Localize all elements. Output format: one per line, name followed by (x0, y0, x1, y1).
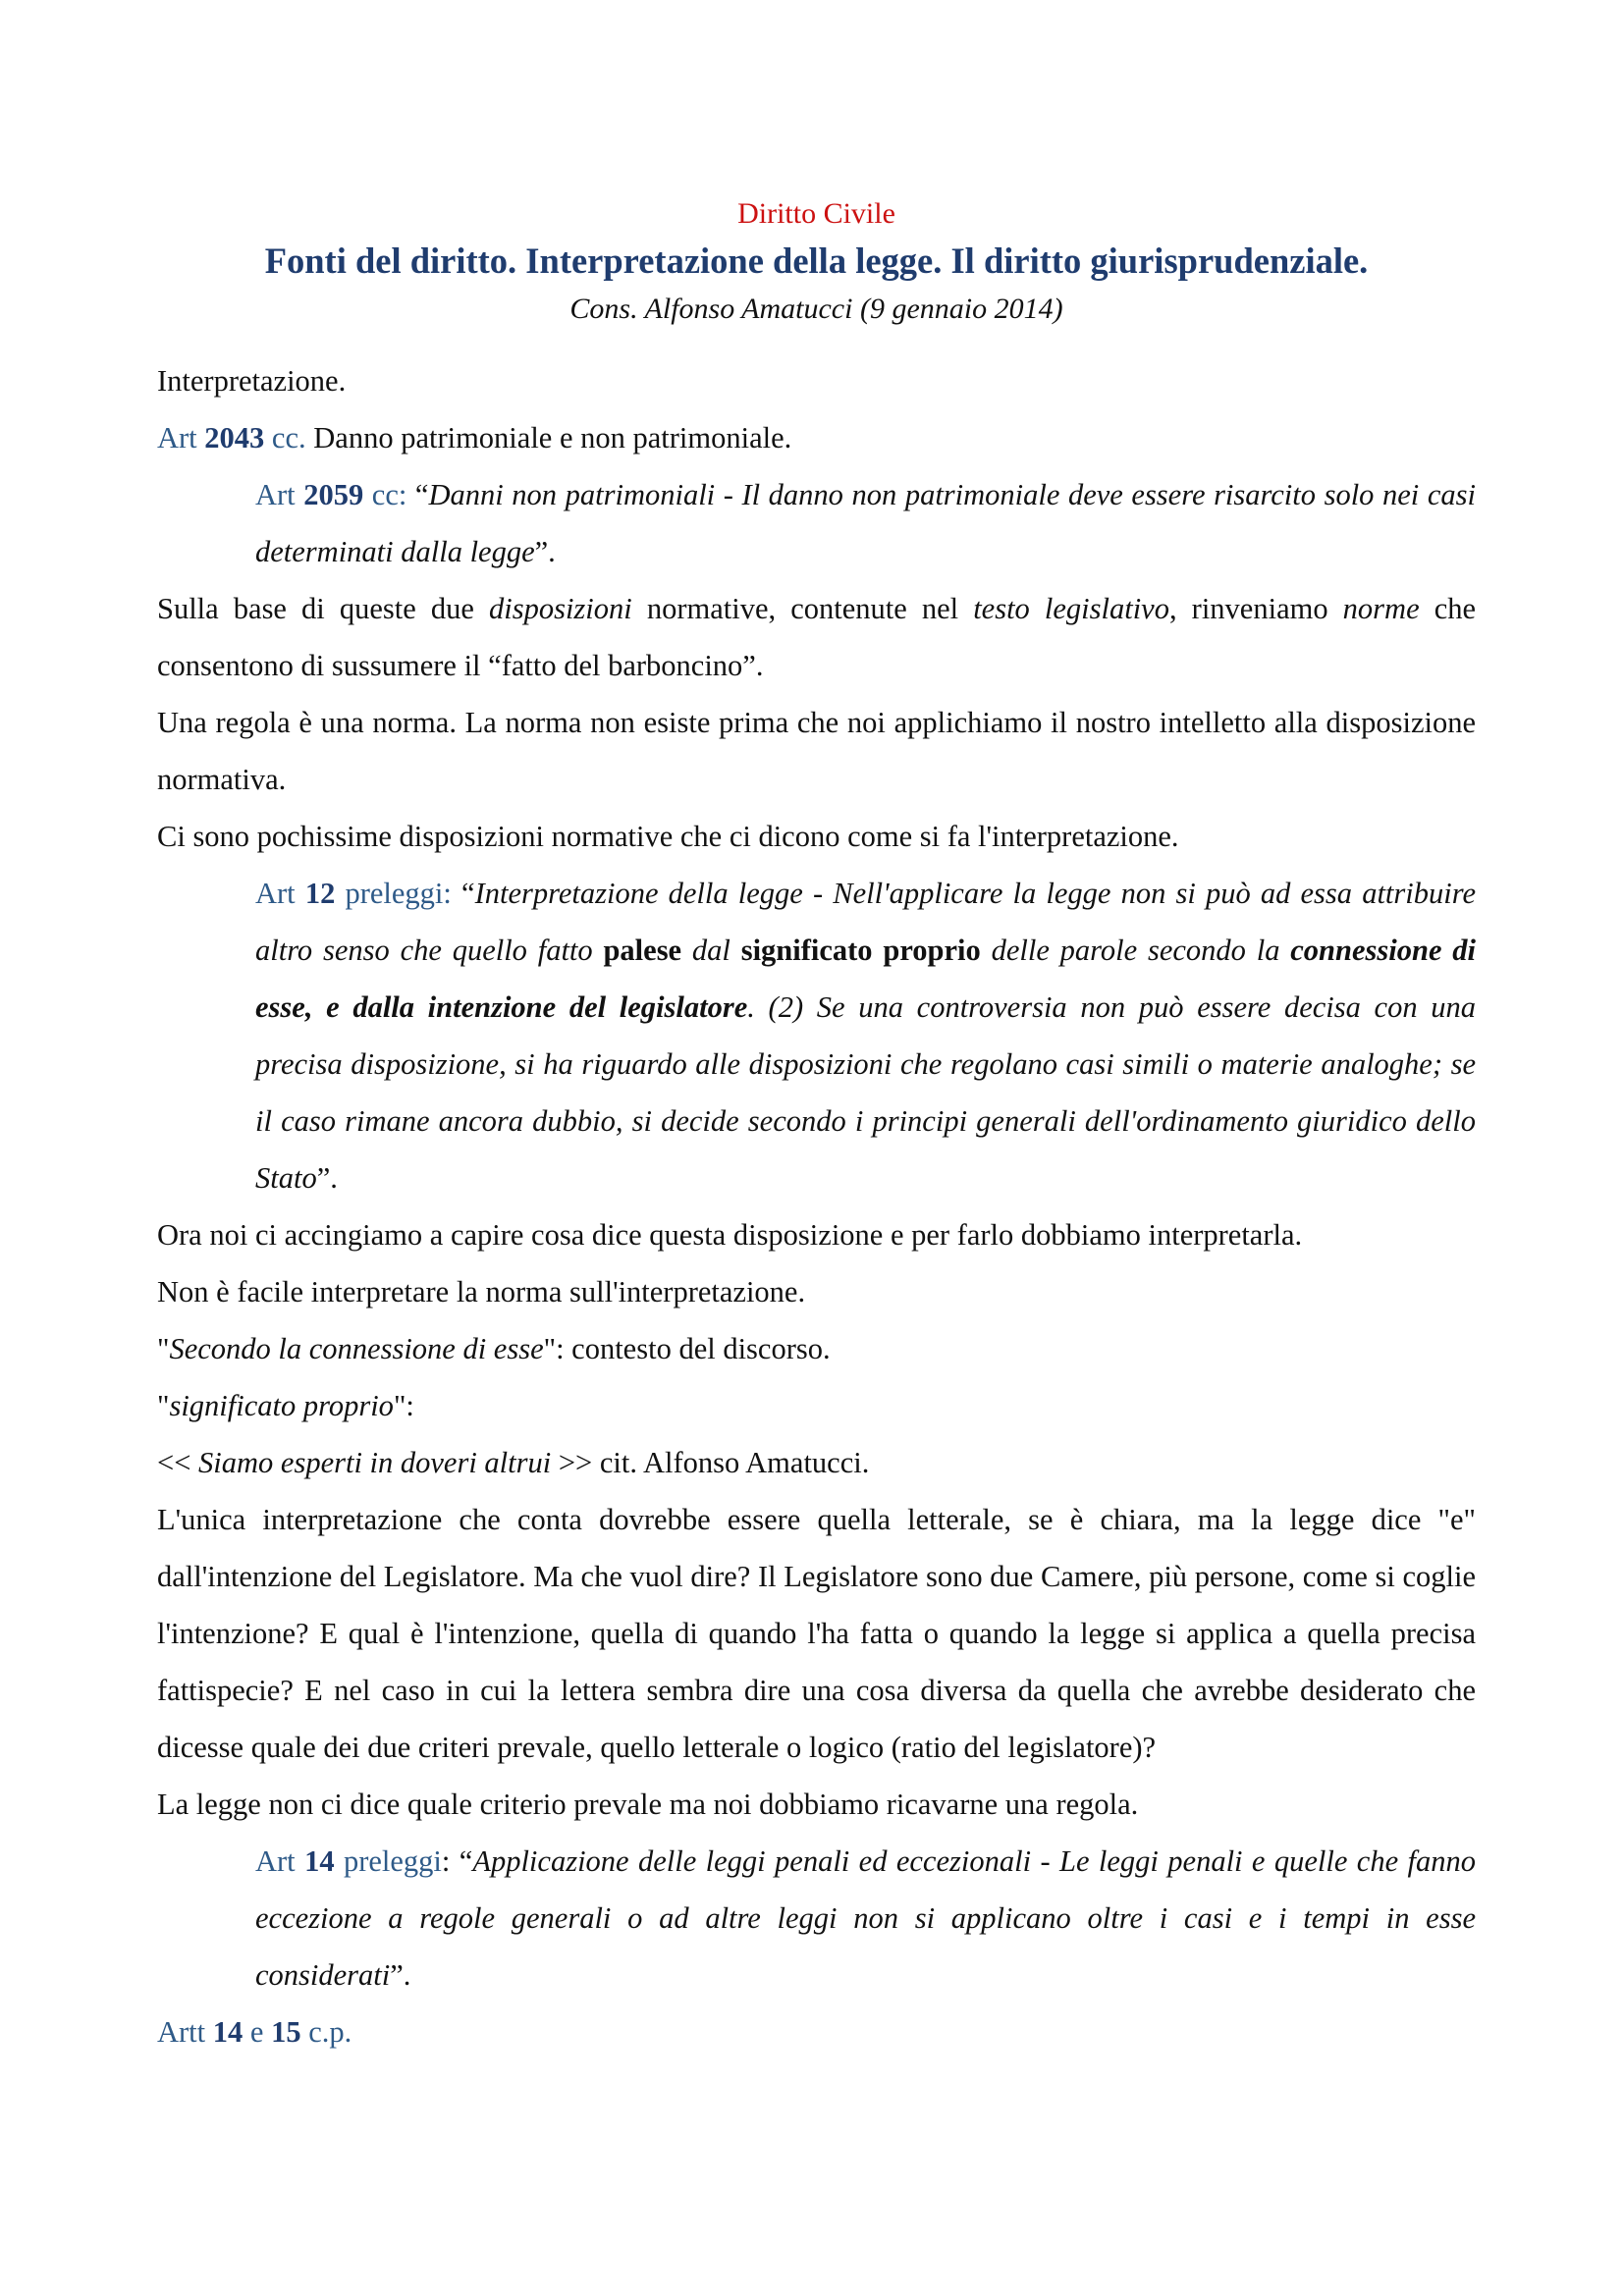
article-reference: Art 12 preleggi: (255, 877, 452, 910)
document-subject: Diritto Civile (737, 197, 895, 230)
paragraph-regola: Una regola è una norma. La norma non esiste prima che noi applichiamo il nostro intelletto alla disposizione normativa. (157, 706, 1476, 796)
paragraph-citazione: << Siamo esperti in doveri altrui >> cit. Alfonso Amatucci. (157, 1446, 870, 1479)
quote-art-14-preleggi: Art 14 preleggi: “Applicazione delle leggi penali ed eccezionali - Le leggi penali e quelle che fanno eccezione a regole generali o ad altre leggi non si applicano oltre i casi e i tempi in esse considerati”. (255, 1844, 1476, 1992)
article-reference: Art 2043 cc. (157, 421, 306, 454)
paragraph-art-2043: Art 2043 cc. Danno patrimoniale e non patrimoniale. (157, 421, 792, 454)
paragraph-disposizioni: Sulla base di queste due disposizioni normative, contenute nel testo legislativo, rinveniamo norme che consentono di sussumere il “fatto del barboncino”. (157, 592, 1477, 682)
paragraph-non-facile: Non è facile interpretare la norma sull'interpretazione. (157, 1275, 806, 1308)
paragraph-connessione: "Secondo la connessione di esse": contesto del discorso. (157, 1332, 831, 1365)
paragraph-criterio: La legge non ci dice quale criterio prevale ma noi dobbiamo ricavarne una regola. (157, 1788, 1139, 1821)
document-page (157, 191, 1476, 2060)
paragraph-artt-14-15-cp: Artt 14 e 15 c.p. (157, 2015, 352, 2049)
quote-art-12-preleggi: Art 12 preleggi: “Interpretazione della legge - Nell'applicare la legge non si può ad essa attribuire altro senso che quello fatto palese dal significato proprio delle parole secondo la connessione di esse, e dalla intenzione del legislatore. (2) Se una controversia non può essere decisa con una precisa disposizione, si ha riguardo alle disposizioni che regolano casi simili o materie analoghe; se il caso rimane ancora dubbio, si decide secondo i principi generali dell'ordinamento giuridico dello Stato”. (255, 877, 1477, 1195)
paragraph-significato: "significato proprio": (157, 1389, 414, 1422)
paragraph-pochissime: Ci sono pochissime disposizioni normative che ci dicono come si fa l'interpretazione. (157, 820, 1179, 853)
paragraph-accingiamo: Ora noi ci accingiamo a capire cosa dice questa disposizione e per farlo dobbiamo interpretarla. (157, 1218, 1303, 1252)
document-author: Cons. Alfonso Amatucci (9 gennaio 2014) (569, 293, 1063, 325)
article-reference: Art 14 preleggi (255, 1844, 442, 1878)
article-reference: Art 2059 cc: (255, 478, 407, 511)
document-title: Fonti del diritto. Interpretazione della legge. Il diritto giurisprudenziale. (264, 240, 1369, 281)
paragraph-interpretazione: Interpretazione. (157, 364, 347, 398)
paragraph-interpretazione-letterale: L'unica interpretazione che conta dovrebbe essere quella letterale, se è chiara, ma la legge dice "e" dall'intenzione del Legislatore. Ma che vuol dire? Il Legislatore sono due Camere, più persone, come si coglie l'intenzione? E qual è l'intenzione, quella di quando l'ha fatta o quando la legge si applica a quella precisa fattispecie? E nel caso in cui la lettera sembra dire una cosa diversa da quella che avrebbe desiderato che dicesse quale dei due criteri prevale, quello letterale o logico (ratio del legislatore)? (157, 1503, 1476, 1764)
quote-art-2059: Art 2059 cc: “Danni non patrimoniali - Il danno non patrimoniale deve essere risarcito solo nei casi determinati dalla legge”. (255, 478, 1476, 568)
